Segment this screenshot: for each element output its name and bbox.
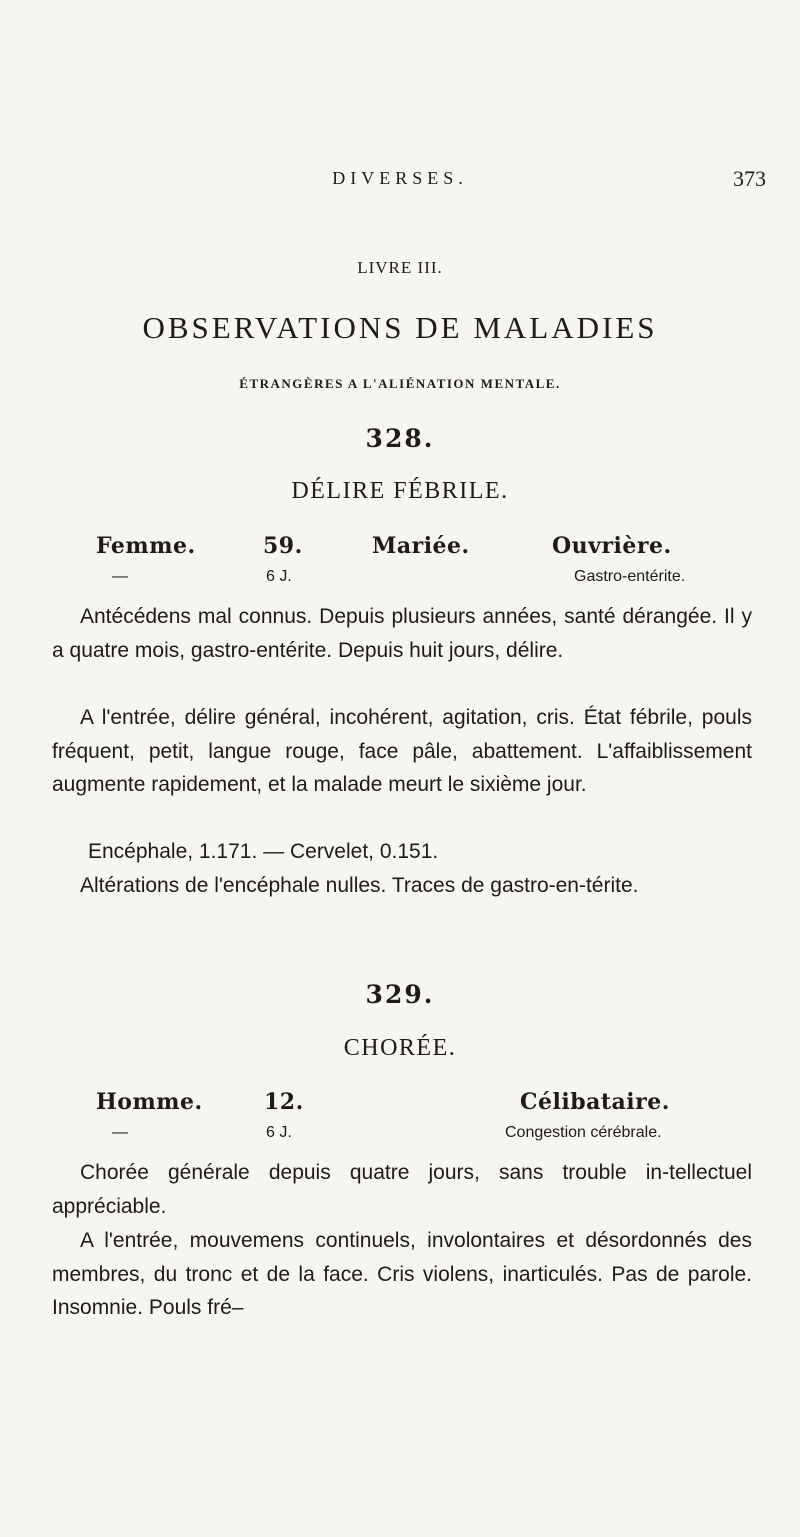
patient-age: 12. [264,1089,304,1115]
observation-number: 328. [365,424,435,453]
section-title: OBSERVATIONS DE MALADIES [142,310,658,345]
observation-title: CHORÉE. [343,1035,457,1061]
running-title: DIVERSES. [332,168,468,188]
running-head [0,168,800,198]
case-summary-row [0,1124,800,1154]
page-number: 373 [733,166,766,191]
patient-status: Mariée. [372,533,470,559]
diagnosis: Congestion cérébrale. [505,1124,662,1141]
case-paragraph: Encéphale, 1.171. — Cervelet, 0.151. [88,840,439,863]
case-paragraph: A l'entrée, délire général, incohérent, agitation, cris. État fébrile, pouls fréquent, petit, langue rouge, face pâle, abattement. L'affaiblissement augmente rapidement, et la malade meurt le sixième jour. [52,706,752,796]
patient-status: Célibataire. [520,1089,670,1115]
patient-profession: Ouvrière. [552,533,672,559]
patient-info-row [0,1089,800,1119]
patient-sex: Femme. [96,533,196,559]
observation-number: 329. [365,980,435,1009]
dash: — [112,568,128,585]
patient-sex: Homme. [96,1089,203,1115]
illness-duration: 6 J. [266,568,292,585]
book-section-label: LIVRE III. [357,258,443,277]
case-paragraph: A l'entrée, mouvemens continuels, involontaires et désordonnés des membres, du tronc et de la face. Cris violens, inarticulés. Pas de parole. Insomnie. Pouls fré– [52,1229,752,1319]
dash: — [112,1124,128,1141]
patient-info-row [0,533,800,563]
section-subtitle: ÉTRANGÈRES A L'ALIÉNATION MENTALE. [239,376,561,391]
case-paragraph: Altérations de l'encéphale nulles. Traces de gastro-en-térite. [80,874,639,897]
diagnosis: Gastro-entérite. [574,568,686,585]
case-paragraph: Chorée générale depuis quatre jours, sans trouble in-tellectuel appréciable. [52,1161,752,1218]
case-paragraph: Antécédens mal connus. Depuis plusieurs années, santé dérangée. Il y a quatre mois, gastro-entérite. Depuis huit jours, délire. [52,605,752,662]
case-summary-row [0,568,800,598]
patient-age: 59. [263,533,303,559]
illness-duration: 6 J. [266,1124,292,1141]
observation-title: DÉLIRE FÉBRILE. [291,478,509,504]
